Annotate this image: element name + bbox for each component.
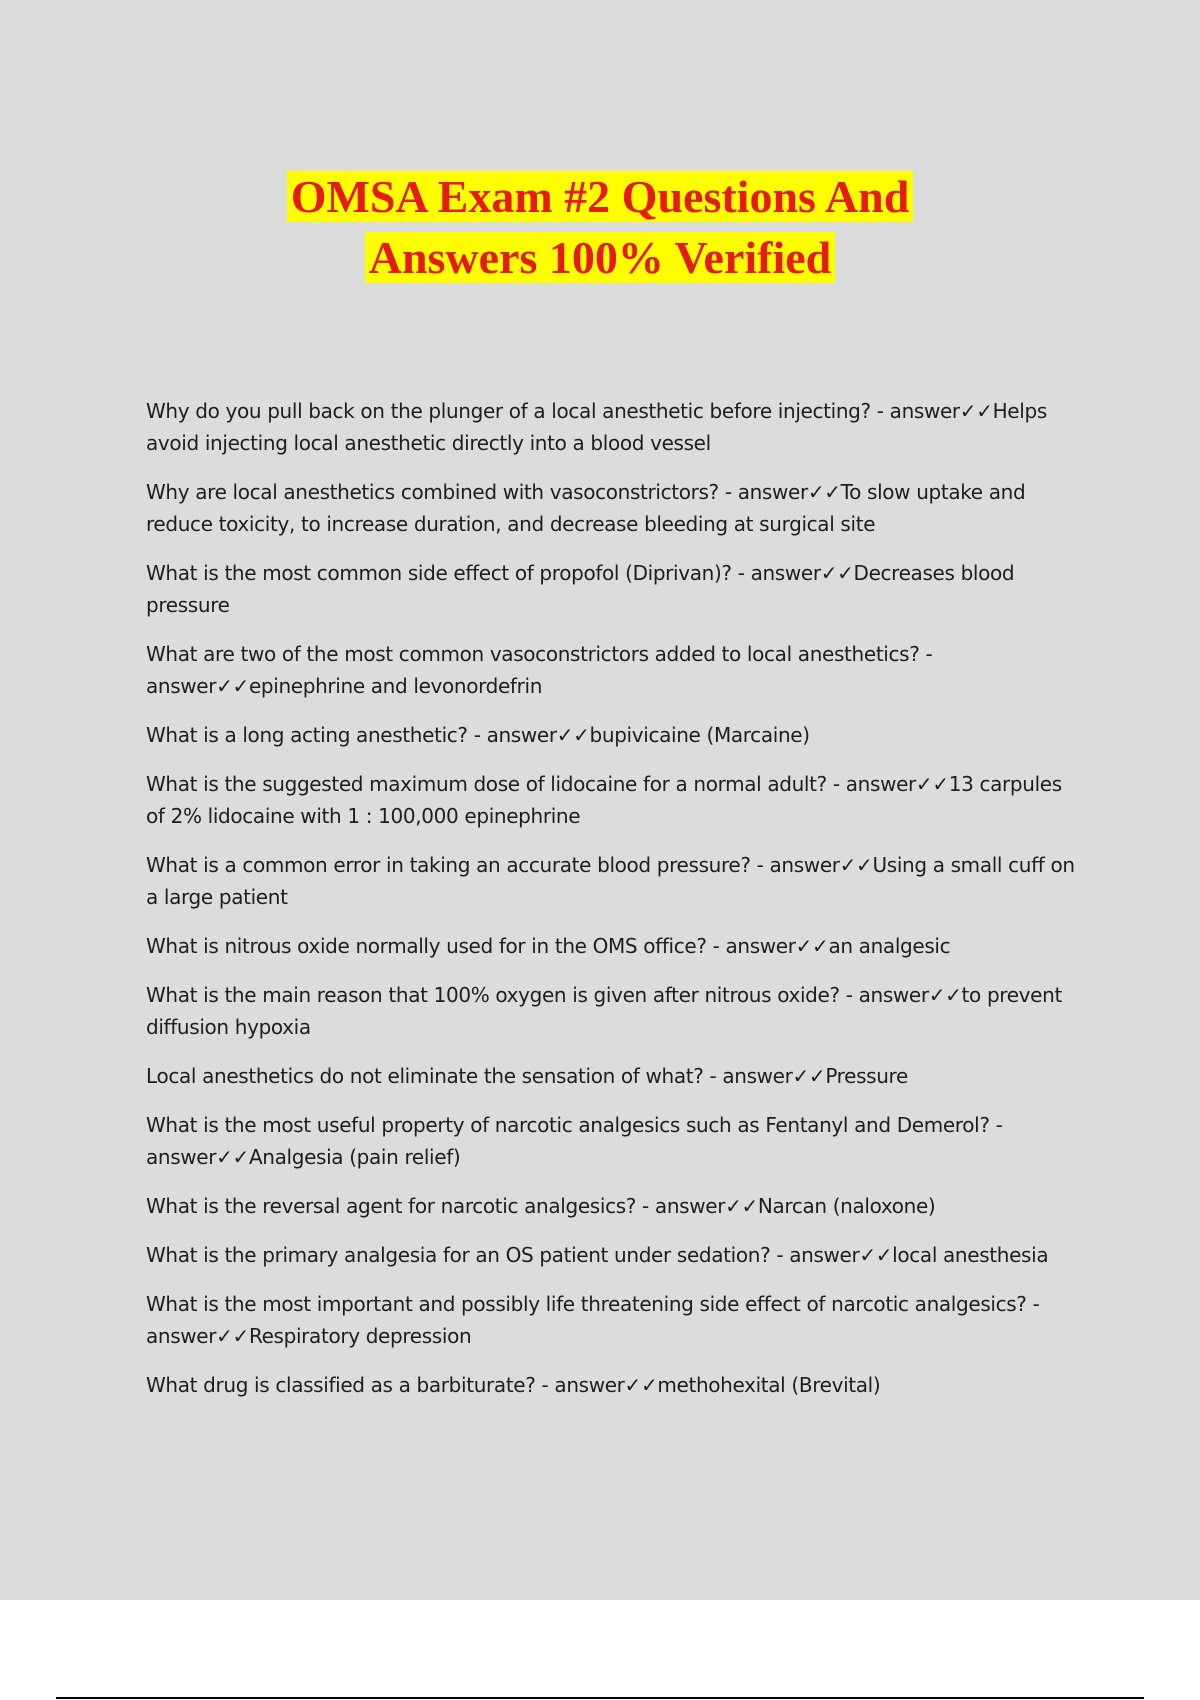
qa-item-10: Local anesthetics do not eliminate the sensation of what? - answer✓✓Pressure bbox=[146, 1064, 908, 1088]
qa-item-15: What drug is classified as a barbiturate? - answer✓✓methohexital (Brevital) bbox=[146, 1373, 881, 1397]
title-line-2: Answers 100% Verified bbox=[365, 232, 836, 283]
qa-item-9: What is the main reason that 100% oxygen is given after nitrous oxide? - answer✓✓to prevent diffusion hypoxia bbox=[146, 983, 1062, 1039]
qa-item-8: What is nitrous oxide normally used for in the OMS office? - answer✓✓an analgesic bbox=[146, 934, 951, 958]
footer-divider bbox=[56, 1697, 1144, 1699]
document-title bbox=[0, 166, 1200, 288]
qa-item-14: What is the most important and possibly life threatening side effect of narcotic analgesics? - answer✓✓Respiratory depression bbox=[146, 1292, 1040, 1348]
qa-item-11: What is the most useful property of narcotic analgesics such as Fentanyl and Demerol? - answer✓✓Analgesia (pain relief) bbox=[146, 1113, 1003, 1169]
title-line-1: OMSA Exam #2 Questions And bbox=[287, 171, 914, 222]
qa-item-1: Why do you pull back on the plunger of a local anesthetic before injecting? - answer✓✓Helps avoid injecting local anesthetic directly into a blood vessel bbox=[146, 399, 1047, 455]
qa-item-3: What is the most common side effect of propofol (Diprivan)? - answer✓✓Decreases blood pressure bbox=[146, 561, 1015, 617]
qa-item-2: Why are local anesthetics combined with vasoconstrictors? - answer✓✓To slow uptake and reduce toxicity, to increase duration, and decrease bleeding at surgical site bbox=[146, 480, 1026, 536]
question-answer-list bbox=[146, 395, 1081, 1418]
qa-item-7: What is a common error in taking an accurate blood pressure? - answer✓✓Using a small cuff on a large patient bbox=[146, 853, 1075, 909]
qa-item-5: What is a long acting anesthetic? - answer✓✓bupivicaine (Marcaine) bbox=[146, 723, 810, 747]
qa-item-6: What is the suggested maximum dose of lidocaine for a normal adult? - answer✓✓13 carpules of 2% lidocaine with 1 : 100,000 epinephrine bbox=[146, 772, 1062, 828]
qa-item-12: What is the reversal agent for narcotic analgesics? - answer✓✓Narcan (naloxone) bbox=[146, 1194, 936, 1218]
qa-item-13: What is the primary analgesia for an OS patient under sedation? - answer✓✓local anesthesia bbox=[146, 1243, 1049, 1267]
qa-item-4: What are two of the most common vasoconstrictors added to local anesthetics? - answer✓✓epinephrine and levonordefrin bbox=[146, 642, 933, 698]
